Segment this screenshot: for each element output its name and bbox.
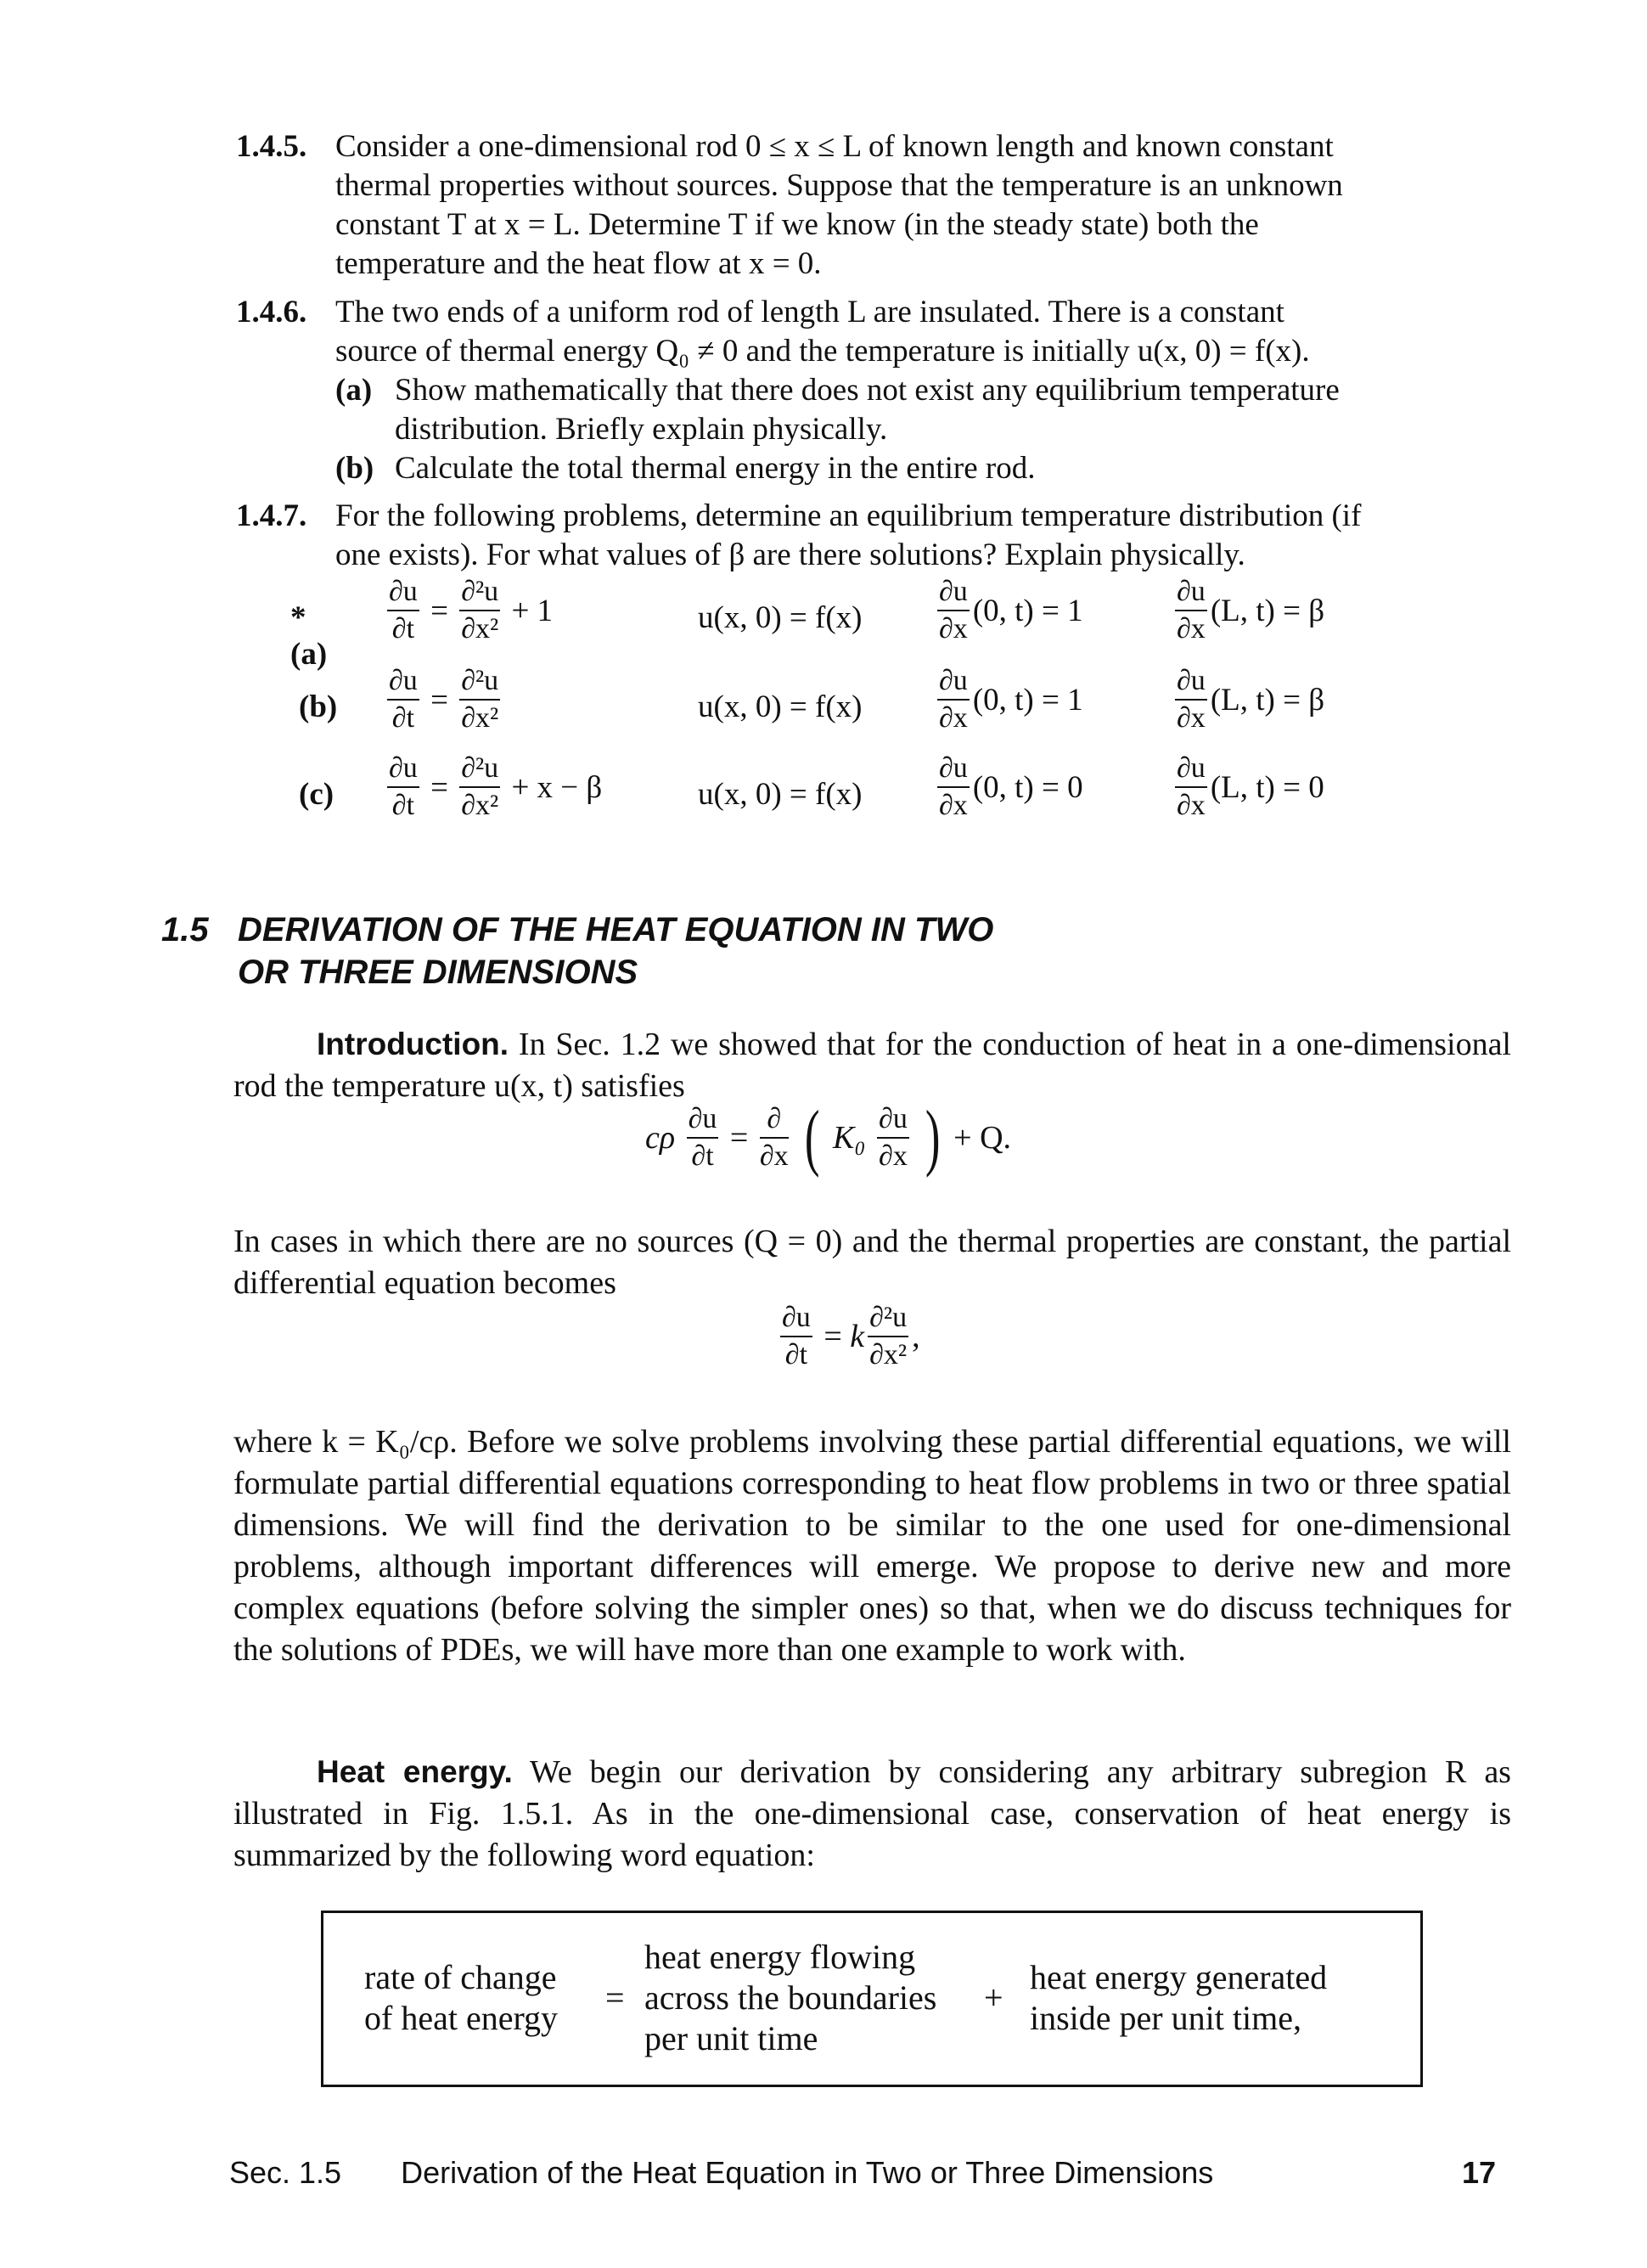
intro-text: In Sec. 1.2 we showed that for the conduction of heat in a one-dimensional rod the temperature u(x, t) satisfies bbox=[233, 1027, 1511, 1104]
denominator: ∂x bbox=[939, 790, 968, 821]
boundary-condition-0 bbox=[934, 754, 1083, 820]
bc-value: (L, t) = 0 bbox=[1210, 769, 1324, 805]
fraction bbox=[937, 577, 970, 644]
page-number: 17 bbox=[1462, 2155, 1497, 2190]
fraction bbox=[1175, 754, 1207, 820]
denominator: ∂x bbox=[759, 1140, 789, 1172]
numerator: ∂u bbox=[1175, 667, 1207, 701]
boundary-condition-0 bbox=[934, 577, 1083, 644]
word-eq-left bbox=[364, 1957, 558, 2039]
word-eq-line: inside per unit time, bbox=[1030, 1999, 1301, 2037]
denominator: ∂t bbox=[391, 702, 415, 734]
denominator: ∂x bbox=[1177, 702, 1206, 734]
boundary-condition-L bbox=[1172, 667, 1324, 733]
section-number: 1.5 bbox=[161, 911, 209, 948]
equals-sign: = bbox=[430, 593, 448, 628]
word-eq-line: per unit time bbox=[644, 2019, 818, 2057]
word-eq-line: across the boundaries bbox=[644, 1978, 937, 2017]
fraction bbox=[780, 1303, 812, 1370]
eq-k: k bbox=[850, 1319, 865, 1354]
problem-part-b bbox=[335, 449, 1511, 488]
denominator: ∂x² bbox=[869, 1339, 908, 1370]
heat-energy-text: We begin our derivation by considering any arbitrary subregion R as illustrated in Fig. 1.5.1. As in the one-dimensional case, conservation of heat energy is summarized by the following word equation: bbox=[233, 1754, 1511, 1873]
denominator: ∂t bbox=[784, 1339, 808, 1370]
equation-label: (b) bbox=[299, 689, 338, 724]
fraction bbox=[459, 577, 500, 644]
numerator: ∂²u bbox=[459, 577, 500, 611]
part-line: Show mathematically that there does not exist any equilibrium temperature bbox=[395, 373, 1340, 408]
heat-energy-heading: Heat energy. bbox=[317, 1754, 513, 1789]
heat-energy-paragraph bbox=[233, 1751, 1511, 1877]
denominator: ∂x bbox=[879, 1140, 908, 1172]
eq-lhs-coef: cρ bbox=[645, 1120, 676, 1156]
bc-value: (0, t) = 1 bbox=[972, 593, 1083, 628]
denominator: ∂x² bbox=[461, 702, 499, 734]
fraction bbox=[387, 754, 419, 820]
section-title bbox=[161, 909, 993, 993]
intro-paragraph-3 bbox=[233, 1421, 1511, 1671]
footer-section: Sec. 1.5 bbox=[229, 2155, 342, 2190]
eq-k0: K₀ bbox=[832, 1120, 866, 1156]
problem-line: Consider a one-dimensional rod 0 ≤ x ≤ L of known length and known constant bbox=[335, 129, 1334, 164]
numerator: ∂u bbox=[387, 754, 419, 788]
problem-line: constant T at x = L. Determine T if we know (in the steady state) both the bbox=[335, 207, 1259, 242]
section-title-line1: DERIVATION OF THE HEAT EQUATION IN TWO bbox=[238, 911, 994, 948]
problem-number: 1.4.6. bbox=[236, 295, 307, 329]
equals-sign: = bbox=[824, 1319, 842, 1354]
section-title-line2: OR THREE DIMENSIONS bbox=[238, 954, 638, 991]
comma: , bbox=[912, 1319, 920, 1354]
pde bbox=[384, 667, 503, 733]
intro-text: where k = K₀/cρ. Before we solve problems involving these partial differential equations, we will formulate partial differential equations corresponding to heat flow problems in two or three spatial dimensions. We will find the derivation to be similar to the one used for one-dimensional problems, although important differences will emerge. We propose to derive new and more complex equations (before solving the simpler ones) so that, when we do discuss techniques for the solutions of PDEs, we will have more than one example to work with. bbox=[233, 1424, 1511, 1668]
numerator: ∂u bbox=[387, 667, 419, 701]
part-line: distribution. Briefly explain physically. bbox=[395, 412, 888, 447]
part-label: (a) bbox=[335, 373, 373, 408]
denominator: ∂x bbox=[1177, 790, 1206, 821]
word-eq-line: rate of change bbox=[364, 1958, 557, 1996]
problem-text bbox=[335, 127, 1511, 284]
denominator: ∂x bbox=[1177, 613, 1206, 644]
part-line: Calculate the total thermal energy in the entire rod. bbox=[395, 451, 1036, 486]
numerator: ∂u bbox=[937, 754, 970, 788]
numerator: ∂u bbox=[387, 577, 419, 611]
problem-line: For the following problems, determine an equilibrium temperature distribution (if bbox=[335, 498, 1362, 533]
heat-equation-1d bbox=[645, 1096, 1012, 1179]
heat-equation-const bbox=[777, 1303, 920, 1370]
numerator: ∂²u bbox=[459, 667, 500, 701]
fraction bbox=[387, 577, 419, 644]
right-paren-icon: ) bbox=[925, 1096, 941, 1179]
numerator: ∂u bbox=[937, 577, 970, 611]
fraction bbox=[1175, 577, 1207, 644]
fraction bbox=[687, 1105, 719, 1171]
word-eq-right bbox=[1030, 1957, 1327, 2039]
denominator: ∂x bbox=[939, 613, 968, 644]
word-equation-box bbox=[321, 1911, 1423, 2087]
problem-line: source of thermal energy Q₀ ≠ 0 and the temperature is initially u(x, 0) = f(x). bbox=[335, 334, 1310, 369]
footer-title: Derivation of the Heat Equation in Two or Three Dimensions bbox=[401, 2155, 1214, 2190]
problem-line: one exists). For what values of β are there solutions? Explain physically. bbox=[335, 537, 1245, 572]
word-eq-plus: + bbox=[984, 1978, 1003, 2017]
problem-line: The two ends of a uniform rod of length L are insulated. There is a constant bbox=[335, 295, 1284, 329]
numerator: ∂²u bbox=[459, 754, 500, 788]
equals-sign: = bbox=[430, 682, 448, 718]
problem-part-a bbox=[335, 371, 1511, 449]
page-footer bbox=[229, 2155, 1497, 2191]
pde-tail: + 1 bbox=[511, 593, 554, 628]
fraction bbox=[937, 667, 970, 733]
intro-paragraph-2 bbox=[233, 1221, 1511, 1304]
numerator: ∂u bbox=[1175, 577, 1207, 611]
numerator: ∂²u bbox=[868, 1303, 908, 1337]
problem-text bbox=[335, 293, 1511, 371]
boundary-condition-L bbox=[1172, 754, 1324, 820]
bc-value: (0, t) = 0 bbox=[972, 769, 1083, 805]
numerator: ∂u bbox=[1175, 754, 1207, 788]
boundary-condition-0 bbox=[934, 667, 1083, 733]
initial-condition: u(x, 0) = f(x) bbox=[698, 600, 863, 635]
fraction bbox=[868, 1303, 908, 1370]
pde-tail: + x − β bbox=[511, 769, 603, 805]
word-eq-line: heat energy flowing bbox=[644, 1938, 916, 1976]
word-eq-equals: = bbox=[605, 1978, 625, 2017]
denominator: ∂x² bbox=[461, 790, 499, 821]
denominator: ∂x² bbox=[461, 613, 499, 644]
bc-value: (L, t) = β bbox=[1210, 682, 1325, 718]
problem-text bbox=[335, 497, 1511, 575]
fraction bbox=[387, 667, 419, 733]
pde bbox=[384, 754, 602, 820]
numerator: ∂u bbox=[687, 1105, 719, 1139]
boundary-condition-L bbox=[1172, 577, 1324, 644]
numerator: ∂u bbox=[877, 1105, 909, 1139]
equals-sign: = bbox=[729, 1120, 749, 1156]
fraction bbox=[937, 754, 970, 820]
intro-paragraph bbox=[233, 1023, 1511, 1107]
initial-condition: u(x, 0) = f(x) bbox=[698, 689, 863, 724]
problem-1-4-5 bbox=[238, 127, 1511, 284]
pde bbox=[384, 577, 553, 644]
numerator: ∂ bbox=[760, 1105, 789, 1139]
word-eq-line: of heat energy bbox=[364, 1999, 559, 2037]
eq-tail: + Q. bbox=[953, 1120, 1012, 1156]
left-paren-icon: ( bbox=[805, 1096, 820, 1179]
problem-line: thermal properties without sources. Suppose that the temperature is an unknown bbox=[335, 168, 1343, 203]
problem-line: temperature and the heat flow at x = 0. bbox=[335, 246, 822, 281]
denominator: ∂t bbox=[391, 613, 415, 644]
denominator: ∂x bbox=[939, 702, 968, 734]
fraction bbox=[1175, 667, 1207, 733]
intro-heading: Introduction. bbox=[317, 1027, 509, 1061]
denominator: ∂t bbox=[691, 1140, 714, 1172]
problem-number: 1.4.7. bbox=[236, 498, 307, 533]
word-eq-line: heat energy generated bbox=[1030, 1958, 1328, 1996]
denominator: ∂t bbox=[391, 790, 415, 821]
fraction bbox=[877, 1105, 909, 1171]
fraction bbox=[459, 754, 500, 820]
equals-sign: = bbox=[430, 769, 448, 805]
intro-text: In cases in which there are no sources (Q = 0) and the thermal properties are constant, the partial differential equation becomes bbox=[233, 1224, 1511, 1301]
numerator: ∂u bbox=[780, 1303, 812, 1337]
bc-value: (L, t) = β bbox=[1210, 593, 1325, 628]
equation-label: (c) bbox=[299, 777, 334, 812]
problem-number: 1.4.5. bbox=[236, 129, 307, 164]
fraction bbox=[760, 1105, 789, 1171]
word-eq-middle bbox=[644, 1937, 936, 2059]
problem-1-4-7 bbox=[238, 497, 1511, 575]
fraction bbox=[459, 667, 500, 733]
part-label: (b) bbox=[335, 451, 374, 486]
bc-value: (0, t) = 1 bbox=[972, 682, 1083, 718]
problem-1-4-6 bbox=[238, 293, 1511, 488]
equation-label: *(a) bbox=[290, 600, 328, 672]
initial-condition: u(x, 0) = f(x) bbox=[698, 777, 863, 812]
numerator: ∂u bbox=[937, 667, 970, 701]
